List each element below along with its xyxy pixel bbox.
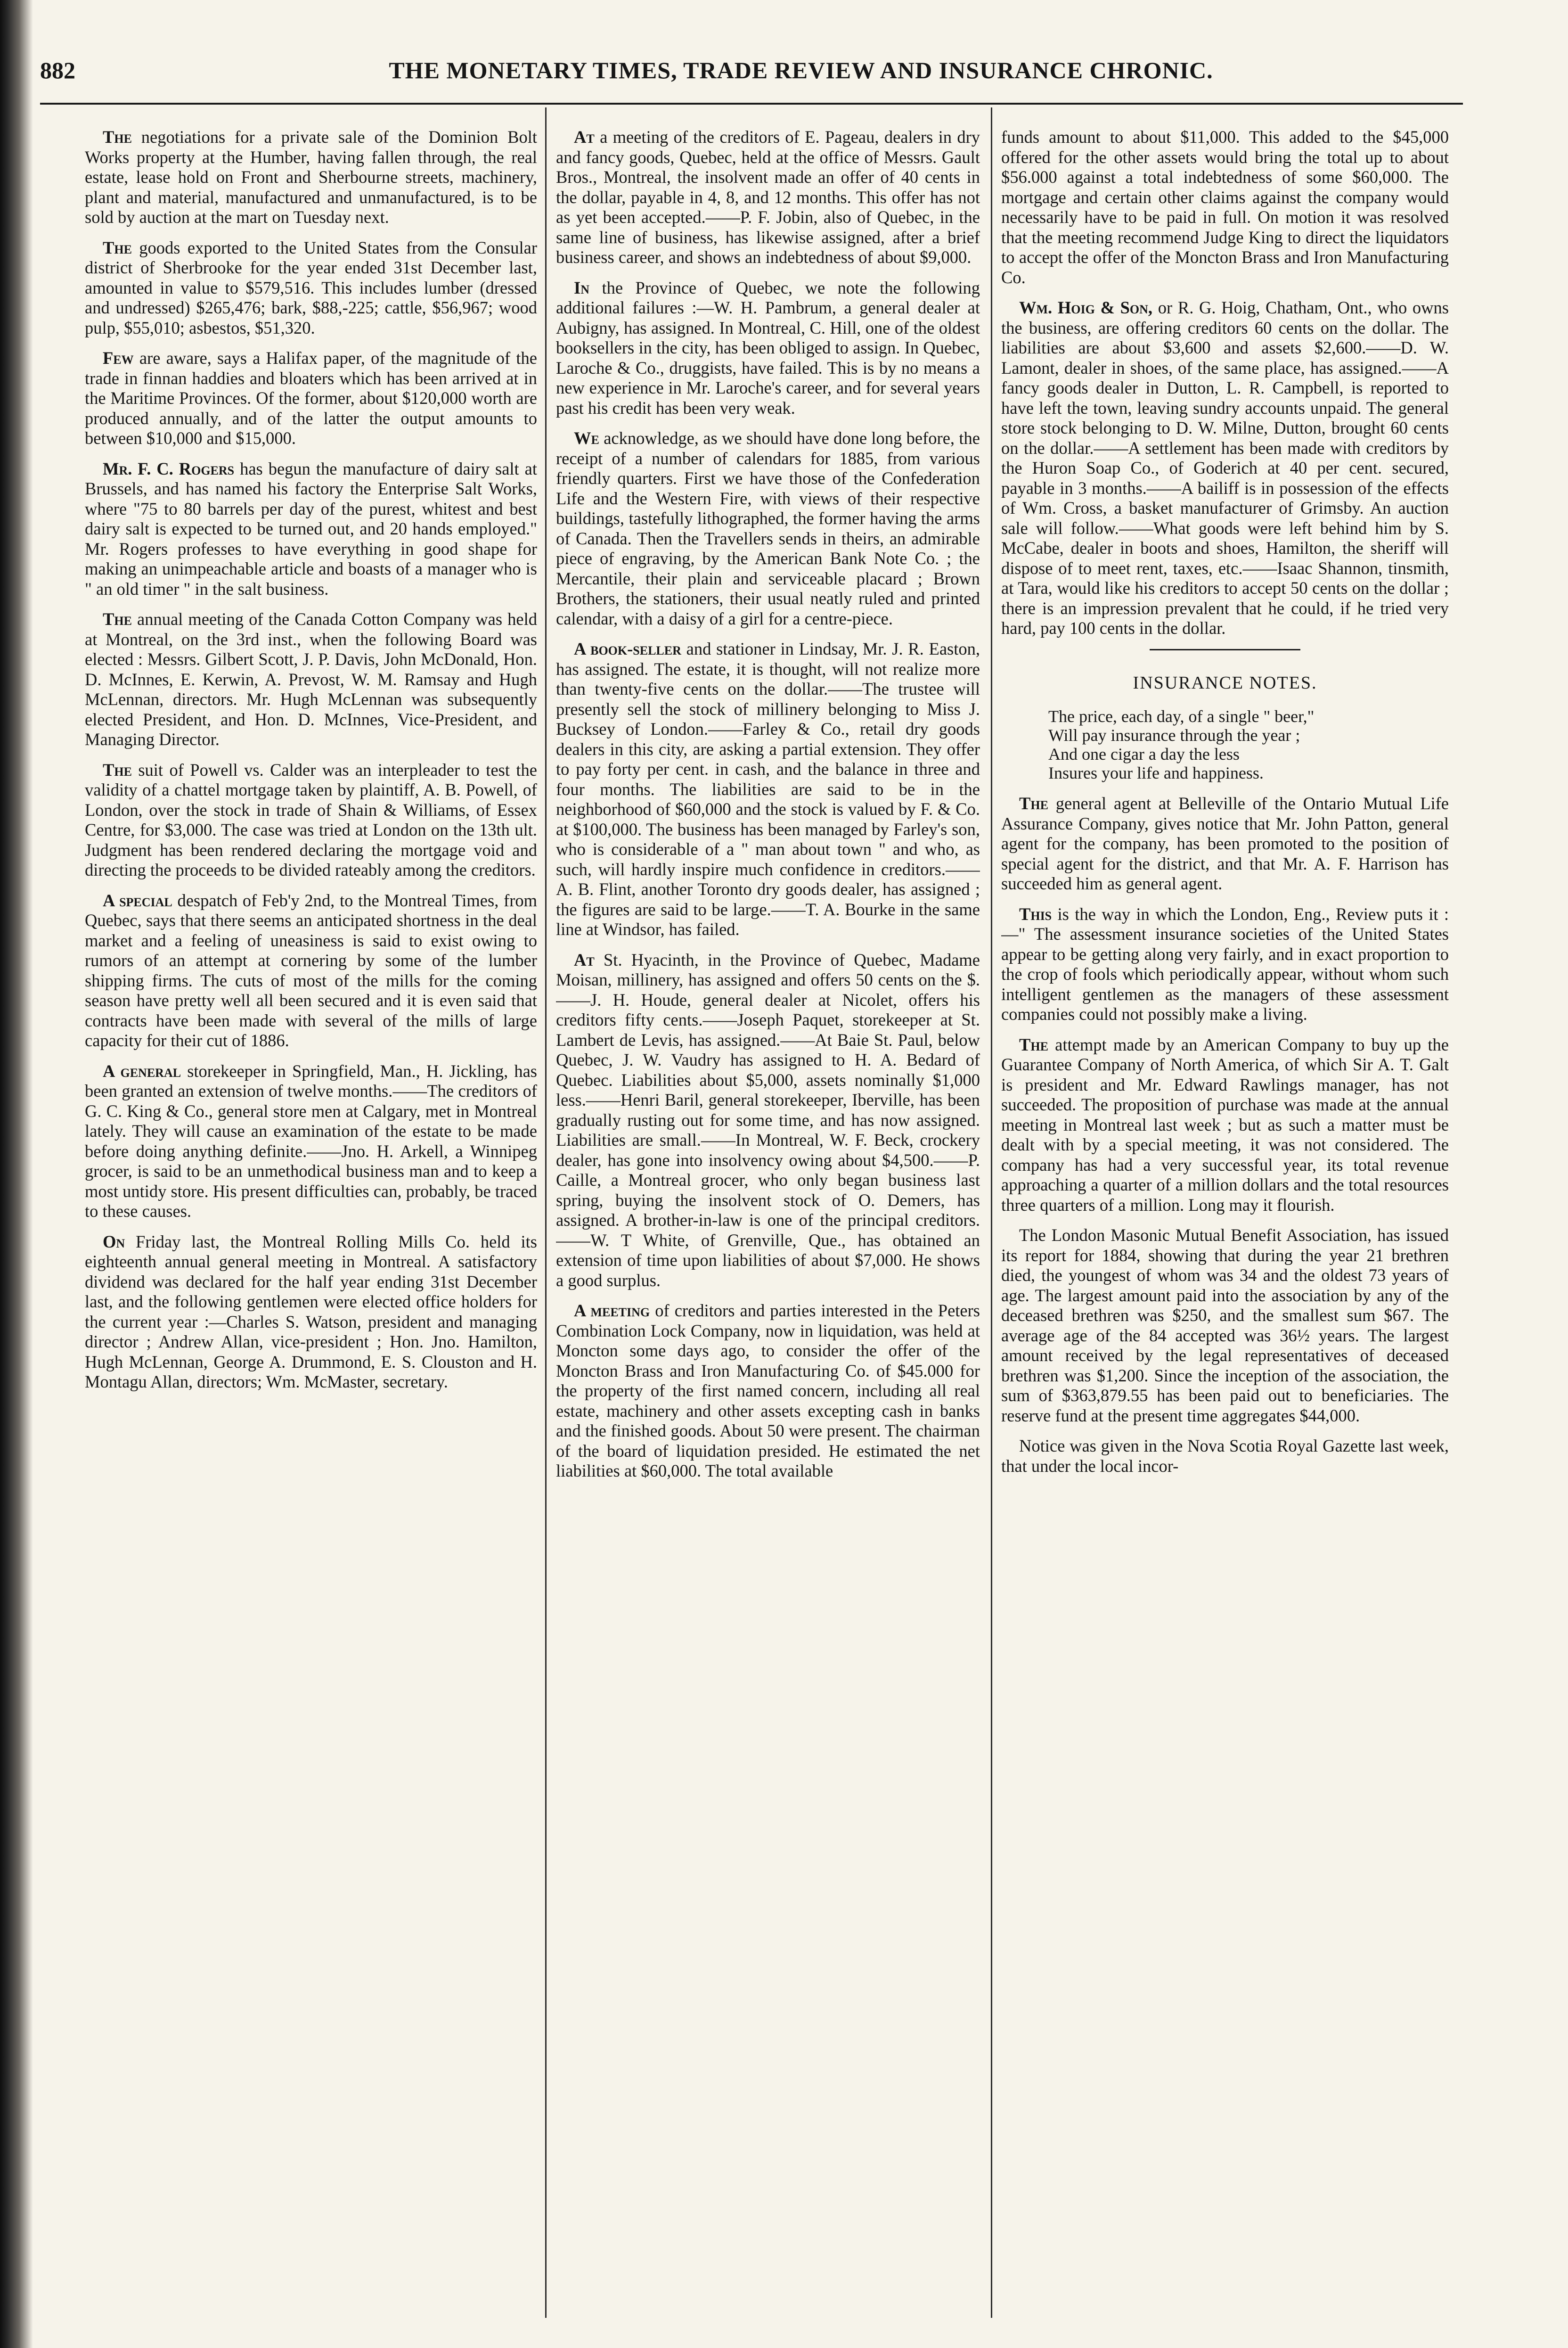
article-paragraph [85,1061,537,1222]
paragraph-lead-in: The [103,127,132,147]
article-paragraph [85,609,537,750]
page-header [40,57,1463,94]
verse-line: The price, each day, of a single " beer," [1048,707,1315,726]
article-paragraph [556,428,980,629]
column-3 [1001,127,1449,2338]
running-title: THE MONETARY TIMES, TRADE REVIEW AND INSURANCE CHRONIC. [389,57,1213,83]
paragraph-lead-in: Wm. Hoig & Son, [1019,298,1153,317]
paragraph-text: a meeting of the creditors of E. Pageau, dealers in dry and fancy goods, Quebec, held at the office of Messrs. Gault Bros., Montreal, the insolvent made an offer of 40 cents in the dollar, payable in 4, 8, and 12 months. This offer has not as yet been accepted.——P. F. Jobin, also of Quebec, in the same line of business, has likewise assigned, after a brief business career, and shows an indebtedness of about $9,000. [556,127,980,267]
article-paragraph [85,760,537,880]
article-paragraph [556,639,980,940]
paragraph-lead-in: We [574,428,599,448]
paragraph-lead-in: The [1019,1034,1048,1054]
paragraph-text: general agent at Belleville of the Ontario Mutual Life Assurance Company, gives notice that Mr. John Patton, general agent for the company, has been promoted to the position of special agent for the district, and that Mr. A. F. Harrison has succeeded him as general agent. [1001,794,1449,893]
article-paragraph [556,278,980,419]
article-paragraph [1001,1035,1449,1215]
article-paragraph [556,1301,980,1481]
page-number: 882 [40,57,75,83]
paragraph-text: and stationer in Lindsay, Mr. J. R. Easton, has assigned. The estate, it is thought, will not realize more than twenty-five cents on the dollar.——The trustee will presently sell the stock of millinery belonging to Miss J. Bucksey of London.——Farley & Co., retail dry goods dealers in this city, are asking a partial extension. They offer to pay forty per cent. in cash, and the balance in three and four months. The liabilities are said to be in the neighborhood of $60,000 and the stock is valued by F. & Co. at $100,000. The business has been managed by Farley's son, who is considerable of a " man about town " and who, as such, will hardly inspire much confidence in creditors.——A. B. Flint, another Toronto dry goods dealer, has assigned ; the figures are said to be large.——T. A. Bourke in the same line at Windsor, has failed. [556,639,980,939]
paragraph-text: goods exported to the United States from the Consular district of Sherbrooke for the year ended 31st December last, amounted in value to $579,516. This includes lumber (dressed and undressed) $265,476; bark, $88,-225; cattle, $56,967; wood pulp, $55,010; asbestos, $51,320. [85,238,537,337]
paragraph-lead-in: The [103,238,132,257]
paragraph-text: St. Hyacinth, in the Province of Quebec, Madame Moisan, millinery, has assigned and offers 50 cents on the $.——J. H. Houde, general dealer at Nicolet, offers his creditors fifty cents.——Joseph Paquet, storekeeper at St. Lambert de Levis, has assigned.——At Baie St. Paul, below Quebec, J. W. Vaudry has assigned to H. A. Bedard of Quebec. Liabilities about $5,000, assets nominally $1,000 less.——Henri Baril, general storekeeper, Iberville, has been gradually rusting out for some time, and has now assigned. Liabilities are small.——In Montreal, W. F. Beck, crockery dealer, has gone into insolvency owing about $4,500.——P. Caille, a Montreal grocer, who only began business last spring, buying the insolvent stock of O. Demers, has assigned. A brother-in-law is one of the principal creditors.——W. T White, of Grenville, Que., has obtained an extension of time upon liabilities of about $7,000. He shows a good surplus. [556,950,980,1290]
paragraph-lead-in: A meeting [574,1301,650,1320]
paragraph-text: Friday last, the Montreal Rolling Mills Co. held its eighteenth annual general meeting in Montreal. A satisfactory dividend was declared for the half year ending 31st December last, and the following gentlemen were elected office holders for the current year :—Charles S. Watson, president and managing director ; Andrew Allan, vice-president ; Hon. Jno. Hamilton, Hugh McLennan, George A. Drummond, E. S. Clouston and H. Montagu Allan, directors; Wm. McMaster, secretary. [85,1231,537,1391]
paragraph-text: funds amount to about $11,000. This added to the $45,000 offered for the other assets would bring the total up to about $56.000 against a total indebtedness of some $60,000. The mortgage and certain other claims against the company would necessarily have to be paid in full. On motion it was resolved that the meeting recommend Judge King to direct the liquidators to accept the offer of the Moncton Brass and Iron Manufacturing Co. [1001,127,1449,287]
paragraph-text: Notice was given in the Nova Scotia Royal Gazette last week, that under the local incor- [1001,1436,1449,1476]
article-paragraph [85,348,537,449]
article-paragraph [1001,298,1449,639]
column-1 [85,127,537,2338]
paragraph-lead-in: At [574,950,595,969]
article-paragraph [85,127,537,228]
paragraph-text: The London Masonic Mutual Benefit Association, has issued its report for 1884, showing that during the year 21 brethren died, the youngest of whom was 34 and the oldest 73 years of age. The largest amount paid into the association by any of the deceased brethren was $250, and the smallest sum $67. The average age of the 84 accepted was 36½ years. The largest amount received by the legal representatives of deceased brethren was $1,200. Since the inception of the association, the sum of $363,879.55 has been paid out to beneficiaries. The reserve fund at the present time aggregates $44,000. [1001,1225,1449,1425]
paragraph-lead-in: The [1019,794,1048,813]
insurance-notes-section [1001,649,1449,783]
column-3-insurance-items [1001,794,1449,1476]
column-3-news [1001,127,1449,639]
paragraph-text: is the way in which the London, Eng., Review puts it :—" The assessment insurance societies of the United States appear to be getting along very fairly, and in exact proportion to the crop of fools which periodically appear, without whom such intelligent gentlemen as the managers of these assessment companies could not possibly make a living. [1001,904,1449,1024]
paragraph-text: annual meeting of the Canada Cotton Company was held at Montreal, on the 3rd inst., when the following Board was elected : Messrs. Gilbert Scott, J. P. Davis, John McDonald, Hon. D. McInnes, E. Kerwin, A. Prevost, W. M. Ramsay and Hugh McLennan, directors. Mr. Hugh McLennan was subsequently elected President, and Hon. D. McInnes, Vice-President, and Managing Director. [85,609,537,749]
paragraph-text: the Province of Quebec, we note the following additional failures :—W. H. Pambrum, a general dealer at Aubigny, has assigned. In Montreal, C. Hill, one of the oldest booksellers in the city, has been obliged to assign. In Quebec, Laroche & Co., druggists, have failed. This is by no means a new experience in Mr. Laroche's career, and for several years past his credit has been very weak. [556,278,980,418]
paragraph-lead-in: At [574,127,595,147]
paragraph-text: of creditors and parties interested in the Peters Combination Lock Company, now in liquidation, was held at Moncton some days ago, to consider the offer of the Moncton Brass and Iron Manufacturing Co. of $45.000 for the property of the first named concern, including all real estate, machinery and other assets excepting cash in banks and the finished goods. About 50 were present. The chairman of the board of liquidation presided. He estimated the net liabilities at $60,000. The total available [556,1301,980,1480]
article-paragraph [1001,1225,1449,1426]
paragraph-lead-in: Mr. F. C. Rogers [103,459,235,478]
verse-line: Insures your life and happiness. [1048,764,1264,782]
paragraph-text: negotiations for a private sale of the Dominion Bolt Works property at the Humber, having fallen through, the real estate, lease hold on Front and Sherbourne streets, machinery, plant and material, manufactured and unmanufactured, is to be sold by auction at the mart on Tuesday next. [85,127,537,227]
column-2 [556,127,980,2338]
paragraph-lead-in: On [103,1231,125,1251]
paragraph-lead-in: A general [103,1061,181,1081]
paragraph-lead-in: This [1019,904,1052,924]
paragraph-text: despatch of Feb'y 2nd, to the Montreal Times, from Quebec, says that there seems an anticipated shortness in the deal market and a feeling of uneasiness is said to exist owing to rumors of an attempt at cornering by some of the lumber shipping firms. The cuts of most of the mills for the coming season have pretty well all been secured and it is even said that contracts have been made with several of the mills of large capacity for their cut of 1886. [85,890,537,1050]
insurance-notes-heading: INSURANCE NOTES. [1133,673,1317,693]
paragraph-lead-in: The [103,760,132,780]
verse-line: And one cigar a day the less [1048,745,1240,764]
paragraph-lead-in: The [103,609,132,629]
insurance-verse [1048,707,1449,782]
article-paragraph [1001,127,1449,287]
article-paragraph [85,238,537,338]
article-paragraph [556,127,980,268]
article-paragraph [85,891,537,1051]
section-rule [1150,649,1300,650]
verse-line: Will pay insurance through the year ; [1048,726,1300,745]
article-paragraph [1001,904,1449,1025]
paragraph-text: storekeeper in Springfield, Man., H. Jickling, has been granted an extension of twelve months.——The creditors of G. C. King & Co., general store men at Calgary, met in Montreal lately. They will cause an examination of the estate to be made before doing anything definite.——Jno. H. Arkell, a Winnipeg grocer, is said to be an unmethodical business man and to keep a most untidy store. His present difficulties can, probably, be traced to these causes. [85,1061,537,1221]
column-divider [545,107,547,2318]
article-paragraph [556,950,980,1291]
article-paragraph [85,1232,537,1392]
header-rule [40,103,1463,105]
paragraph-lead-in: A special [103,890,172,910]
paragraph-text: are aware, says a Halifax paper, of the magnitude of the trade in finnan haddies and bloaters which has been arrived at in the Maritime Provinces. Of the former, about $120,000 worth are produced annually, and of the latter the output amounts to between $10,000 and $15,000. [85,348,537,448]
paragraph-text: or R. G. Hoig, Chatham, Ont., who owns the business, are offering creditors 60 cents on the dollar. The liabilities are about $3,600 and assets $2,600.——D. W. Lamont, dealer in shoes, of the same place, has assigned.——A fancy goods dealer in Dutton, L. R. Campbell, is reported to have left the town, leaving sundry accounts unpaid. The general store stock belonging to D. W. Milne, Dutton, brought 60 cents on the dollar.——A settlement has been made with creditors by the Huron Soap Co., of Goderich at 40 per cent. secured, payable in 3 months.——A bailiff is in possession of the effects of Wm. Cross, a basket manufacturer of Grimsby. An auction sale will follow.——What goods were left behind him by S. McCabe, dealer in boots and shoes, Hamilton, the sheriff will dispose of to meet rent, taxes, etc.——Isaac Shannon, tinsmith, at Tara, would like his creditors to accept 50 cents on the dollar ; there is an impression prevalent that he could, if he tried very hard, pay 100 cents in the dollar. [1001,298,1449,638]
article-paragraph [1001,794,1449,894]
page-spine-shadow [0,0,33,2348]
paragraph-text: attempt made by an American Company to buy up the Guarantee Company of North America, of which Sir A. T. Galt is president and Mr. Edward Rawlings manager, has not succeeded. The proposition of purchase was made at the annual meeting in Montreal last week ; but as such a matter must be dealt with by a special meeting, it was not considered. The company has had a very successful year, its total revenue approaching a quarter of a million dollars and the total resources three quarters of a million. Long may it flourish. [1001,1034,1449,1215]
paragraph-lead-in: Few [103,348,134,368]
article-paragraph [85,459,537,599]
paragraph-lead-in: In [574,278,589,297]
paragraph-text: suit of Powell vs. Calder was an interpleader to test the validity of a chattel mortgage taken by plaintiff, A. B. Powell, of London, over the stock in trade of Shain & Williams, of Essex Centre, for $3,000. The case was tried at London on the 13th ult. Judgment has been rendered declaring the mortgage void and directing the proceeds to be divided rateably among the creditors. [85,760,537,879]
paragraph-text: acknowledge, as we should have done long before, the receipt of a number of calendars for 1885, from various friendly quarters. First we have those of the Confederation Life and the Western Fire, with views of their respective buildings, tastefully lithographed, the former having the arms of Canada. Then the Travellers sends in theirs, an admirable piece of engraving, by the American Bank Note Co. ; the Mercantile, their plain and serviceable placard ; Brown Brothers, the stationers, their usual neatly ruled and printed calendar, with a daisy of a girl for a centre-piece. [556,428,980,628]
paragraph-text: has begun the manufacture of dairy salt at Brussels, and has named his factory the Enterprise Salt Works, where "75 to 80 barrels per day of the purest, whitest and best dairy salt is expected to be turned out, and 20 hands employed." Mr. Rogers professes to have everything in good shape for making an unimpeachable article and boasts of a manager who is " an old timer " in the salt business. [85,459,537,599]
column-divider [991,107,992,2318]
paragraph-lead-in: A book-seller [574,639,681,658]
article-paragraph [1001,1436,1449,1476]
